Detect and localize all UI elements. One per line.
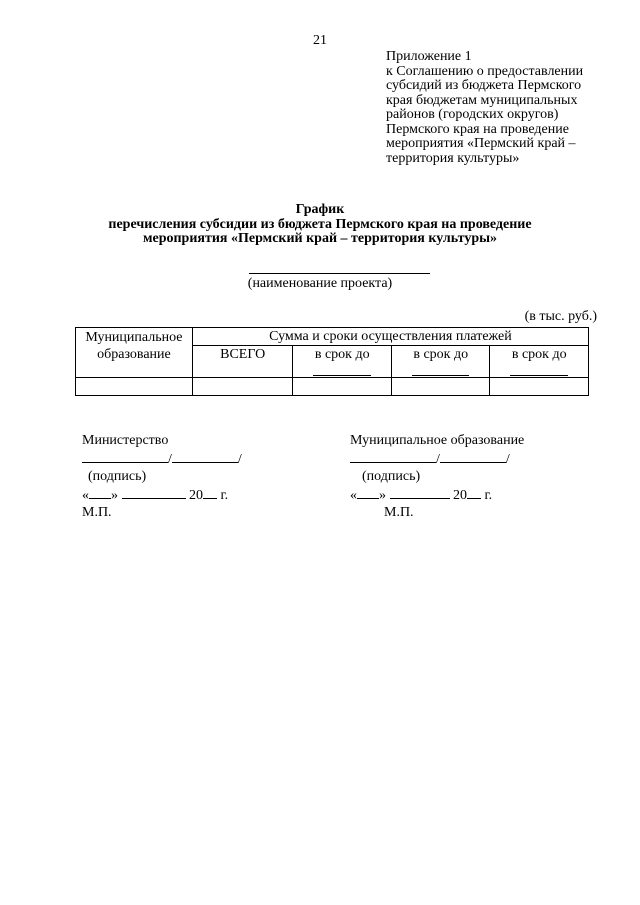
- date-blank: [412, 375, 470, 376]
- date-blank: [313, 375, 371, 376]
- payment-schedule-table: [75, 327, 589, 396]
- quote-open: «: [82, 488, 89, 503]
- table-header-row: [76, 328, 589, 346]
- signature-line: [350, 449, 524, 468]
- name-blank: [172, 449, 238, 463]
- name-blank: [440, 449, 506, 463]
- table-cell: [293, 378, 392, 396]
- header-term-1: [293, 346, 392, 378]
- appendix-line: края бюджетам муниципальных: [386, 92, 578, 108]
- signature-line: [82, 449, 242, 468]
- signature-blank: [82, 449, 168, 463]
- page-number: 21: [313, 33, 327, 48]
- signature-blank: [350, 449, 436, 463]
- header-total-label: ВСЕГО: [220, 347, 266, 362]
- unit-label: (в тыс. руб.): [524, 309, 597, 324]
- signature-caption: (подпись): [362, 469, 421, 484]
- signature-block-municipality: [350, 432, 524, 521]
- year-prefix: 20: [453, 488, 467, 503]
- month-blank: [390, 485, 450, 499]
- header-municipality-line2: образование: [97, 347, 171, 362]
- year-blank: [203, 485, 217, 499]
- stamp-mark: М.П.: [82, 505, 112, 520]
- year-suffix: г.: [220, 488, 229, 503]
- slash: /: [505, 452, 510, 467]
- header-municipality: [76, 328, 193, 378]
- slash: /: [237, 452, 242, 467]
- table-cell: [391, 378, 490, 396]
- signature-block-ministry: [82, 432, 242, 521]
- header-term-label: в срок до: [413, 347, 469, 362]
- day-blank: [89, 485, 111, 499]
- date-line: [82, 485, 242, 504]
- project-name-blank: [249, 259, 430, 274]
- header-sum: Сумма и сроки осуществления платежей: [192, 328, 588, 346]
- quote-close: »: [379, 488, 386, 503]
- signature-caption: (подпись): [88, 469, 147, 484]
- stamp-mark: М.П.: [384, 505, 414, 520]
- table-cell: [76, 378, 193, 396]
- appendix-line: районов (городских округов): [386, 107, 559, 122]
- table-cell: [192, 378, 293, 396]
- table-row: [76, 378, 589, 396]
- quote-open: «: [350, 488, 357, 503]
- year-prefix: 20: [189, 488, 203, 503]
- title-line: График: [295, 202, 345, 217]
- appendix-line: территория культуры»: [386, 150, 520, 166]
- date-blank: [510, 375, 568, 376]
- header-total: [192, 346, 293, 378]
- appendix-header: [386, 50, 616, 166]
- document-title: [60, 203, 580, 247]
- date-line: [350, 485, 524, 504]
- title-line: перечисления субсидии из бюджета Пермского края на проведение: [108, 216, 532, 232]
- month-blank: [122, 485, 186, 499]
- header-term-label: в срок до: [511, 347, 567, 362]
- appendix-line: мероприятия «Пермский край –: [386, 136, 576, 151]
- year-blank: [467, 485, 481, 499]
- signature-org: Министерство: [82, 433, 169, 448]
- signature-org: Муниципальное образование: [350, 433, 525, 448]
- header-municipality-line1: Муниципальное: [85, 330, 183, 345]
- year-suffix: г.: [484, 488, 493, 503]
- appendix-line: субсидий из бюджета Пермского: [386, 78, 582, 93]
- header-term-2: [391, 346, 490, 378]
- project-name-caption: (наименование проекта): [247, 276, 393, 291]
- header-term-3: [490, 346, 589, 378]
- appendix-line: Пермского края на проведение: [386, 121, 569, 137]
- appendix-line: к Соглашению о предоставлении: [386, 63, 584, 79]
- title-line: мероприятия «Пермский край – территория культуры»: [142, 231, 498, 246]
- day-blank: [357, 485, 379, 499]
- header-term-label: в срок до: [314, 347, 370, 362]
- slash: /: [436, 452, 440, 467]
- slash: /: [168, 452, 172, 467]
- quote-close: »: [111, 488, 118, 503]
- table-cell: [490, 378, 589, 396]
- appendix-line: Приложение 1: [386, 49, 472, 64]
